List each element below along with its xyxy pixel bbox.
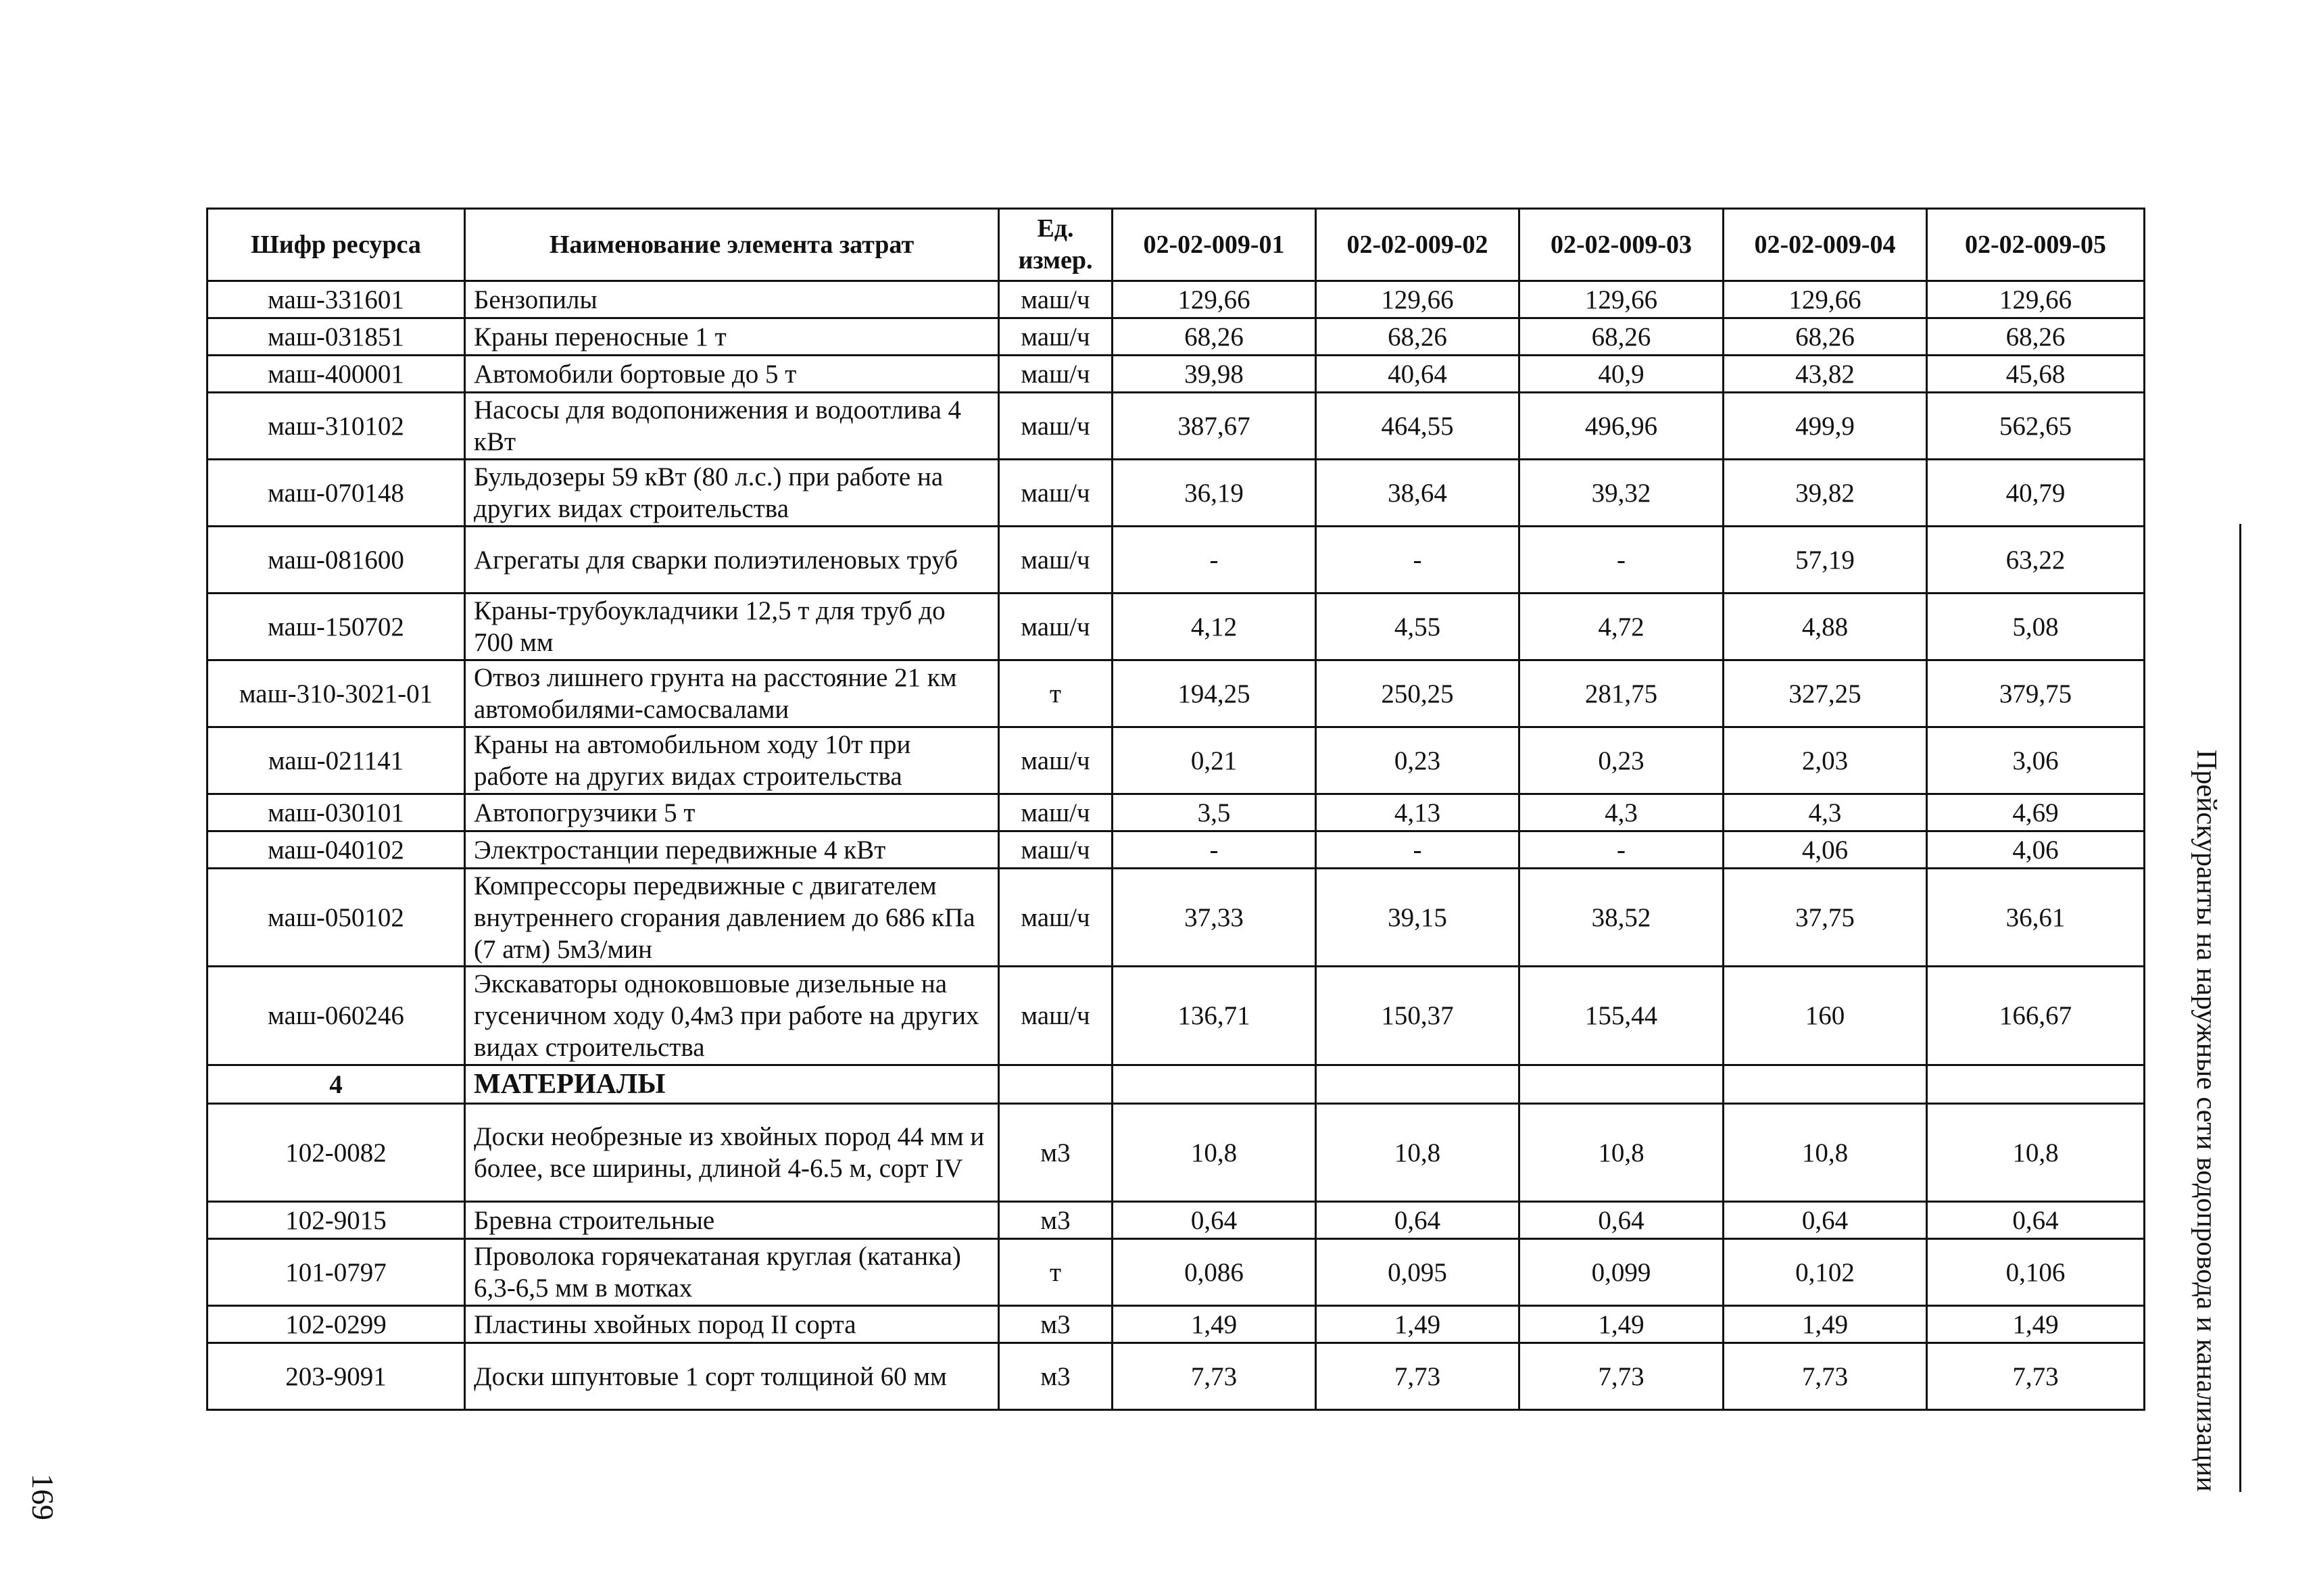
table-row — [208, 1104, 2145, 1202]
cell-value: 129,66 — [1724, 281, 1927, 318]
cell-unit: м3 — [999, 1202, 1113, 1239]
cell-value: 129,66 — [1519, 281, 1724, 318]
cell-value: 36,61 — [1927, 869, 2145, 967]
table-row — [208, 281, 2145, 318]
cell-value: 4,55 — [1316, 594, 1519, 660]
cell-value: 562,65 — [1927, 393, 2145, 460]
cell-value: 68,26 — [1927, 318, 2145, 356]
cell-name: Краны-трубоукладчики 12,5 т для труб до 700 мм — [465, 594, 999, 660]
cell-unit: маш/ч — [999, 318, 1113, 356]
cell-code: маш-310-3021-01 — [208, 660, 465, 727]
cell-value: 3,5 — [1113, 794, 1316, 831]
table-row — [208, 1343, 2145, 1410]
cell-code: 102-0082 — [208, 1104, 465, 1202]
cell-value: 1,49 — [1724, 1306, 1927, 1343]
cell-value: 5,08 — [1927, 594, 2145, 660]
cell-name: Автомобили бортовые до 5 т — [465, 356, 999, 393]
header-column: 02-02-009-03 — [1519, 209, 1724, 281]
cell-unit: маш/ч — [999, 393, 1113, 460]
cell-code: маш-040102 — [208, 831, 465, 869]
cell-value: 499,9 — [1724, 393, 1927, 460]
cell-name: Агрегаты для сварки полиэтиленовых труб — [465, 527, 999, 594]
cell-value: 327,25 — [1724, 660, 1927, 727]
cell-empty — [1519, 1065, 1724, 1104]
cell-name: Краны переносные 1 т — [465, 318, 999, 356]
side-running-title: Прейскуранты на наружные сети водопровода и канализации — [2191, 750, 2222, 1492]
cell-name: МАТЕРИАЛЫ — [465, 1065, 999, 1104]
cell-value: 68,26 — [1113, 318, 1316, 356]
cell-value: 129,66 — [1316, 281, 1519, 318]
cell-value: 0,23 — [1519, 727, 1724, 794]
header-column: 02-02-009-01 — [1113, 209, 1316, 281]
table-row — [208, 527, 2145, 594]
cell-code: маш-310102 — [208, 393, 465, 460]
header-column: 02-02-009-05 — [1927, 209, 2145, 281]
cell-value: 63,22 — [1927, 527, 2145, 594]
cell-code: 102-9015 — [208, 1202, 465, 1239]
cell-unit: маш/ч — [999, 727, 1113, 794]
cell-value: 10,8 — [1724, 1104, 1927, 1202]
cell-code: маш-400001 — [208, 356, 465, 393]
cell-code: маш-031851 — [208, 318, 465, 356]
table-row — [208, 967, 2145, 1065]
cell-unit: м3 — [999, 1104, 1113, 1202]
cell-value: 38,64 — [1316, 460, 1519, 527]
cell-empty — [1724, 1065, 1927, 1104]
cell-unit: маш/ч — [999, 527, 1113, 594]
cell-unit: маш/ч — [999, 794, 1113, 831]
cell-value: 0,099 — [1519, 1239, 1724, 1306]
cell-value: 1,49 — [1113, 1306, 1316, 1343]
cell-value: 43,82 — [1724, 356, 1927, 393]
header-column: 02-02-009-04 — [1724, 209, 1927, 281]
table-row — [208, 356, 2145, 393]
cell-code: 102-0299 — [208, 1306, 465, 1343]
cell-value: 281,75 — [1519, 660, 1724, 727]
cell-empty — [999, 1065, 1113, 1104]
cell-code: маш-070148 — [208, 460, 465, 527]
cell-empty — [1113, 1065, 1316, 1104]
cell-name: Краны на автомобильном ходу 10т при работе на других видах строительства — [465, 727, 999, 794]
cell-name: Автопогрузчики 5 т — [465, 794, 999, 831]
cell-empty — [1927, 1065, 2145, 1104]
cell-value: 136,71 — [1113, 967, 1316, 1065]
cell-value: 166,67 — [1927, 967, 2145, 1065]
cell-value: 0,64 — [1316, 1202, 1519, 1239]
cell-code: маш-050102 — [208, 869, 465, 967]
cell-value: 57,19 — [1724, 527, 1927, 594]
cell-name: Компрессоры передвижные с двигателем внутреннего сгорания давлением до 686 кПа (7 атм) 5м3/мин — [465, 869, 999, 967]
cell-unit: м3 — [999, 1306, 1113, 1343]
cell-value: 4,06 — [1927, 831, 2145, 869]
table-row — [208, 794, 2145, 831]
cell-value: - — [1519, 527, 1724, 594]
cell-code: маш-081600 — [208, 527, 465, 594]
cell-value: - — [1519, 831, 1724, 869]
cell-code: маш-150702 — [208, 594, 465, 660]
cell-value: 1,49 — [1316, 1306, 1519, 1343]
cell-value: 0,64 — [1113, 1202, 1316, 1239]
table-row — [208, 594, 2145, 660]
header-unit: Ед. измер. — [999, 209, 1113, 281]
cell-value: 7,73 — [1316, 1343, 1519, 1410]
cell-unit: м3 — [999, 1343, 1113, 1410]
cell-value: 160 — [1724, 967, 1927, 1065]
cell-value: 2,03 — [1724, 727, 1927, 794]
cell-value: 4,13 — [1316, 794, 1519, 831]
side-divider-line — [2239, 524, 2241, 1492]
cell-value: 40,9 — [1519, 356, 1724, 393]
cell-name: Проволока горячекатаная круглая (катанка) 6,3-6,5 мм в мотках — [465, 1239, 999, 1306]
cell-value: 150,37 — [1316, 967, 1519, 1065]
cell-code: маш-021141 — [208, 727, 465, 794]
cell-value: 38,52 — [1519, 869, 1724, 967]
cell-value: 39,98 — [1113, 356, 1316, 393]
cell-value: 496,96 — [1519, 393, 1724, 460]
cell-name: Электростанции передвижные 4 кВт — [465, 831, 999, 869]
table-row — [208, 727, 2145, 794]
cell-name: Бульдозеры 59 кВт (80 л.с.) при работе на других видах строительства — [465, 460, 999, 527]
table-row — [208, 1306, 2145, 1343]
table-row — [208, 318, 2145, 356]
table-body — [208, 281, 2145, 1410]
cell-value: 250,25 — [1316, 660, 1519, 727]
cell-value: 1,49 — [1519, 1306, 1724, 1343]
cell-value: - — [1316, 527, 1519, 594]
cell-unit: маш/ч — [999, 281, 1113, 318]
cell-value: 0,64 — [1519, 1202, 1724, 1239]
cell-value: 10,8 — [1113, 1104, 1316, 1202]
cell-value: 0,086 — [1113, 1239, 1316, 1306]
cell-value: 4,12 — [1113, 594, 1316, 660]
cell-name: Отвоз лишнего грунта на расстояние 21 км автомобилями-самосвалами — [465, 660, 999, 727]
cell-value: 4,3 — [1724, 794, 1927, 831]
cell-value: 36,19 — [1113, 460, 1316, 527]
cell-value: 7,73 — [1724, 1343, 1927, 1410]
cell-value: 10,8 — [1316, 1104, 1519, 1202]
cell-unit: маш/ч — [999, 967, 1113, 1065]
cell-value: 3,06 — [1927, 727, 2145, 794]
cell-value: 0,64 — [1927, 1202, 2145, 1239]
cell-value: 40,79 — [1927, 460, 2145, 527]
cell-unit: маш/ч — [999, 594, 1113, 660]
cell-unit: т — [999, 660, 1113, 727]
cell-value: 7,73 — [1927, 1343, 2145, 1410]
cell-value: 155,44 — [1519, 967, 1724, 1065]
cell-value: 0,106 — [1927, 1239, 2145, 1306]
cell-value: 4,69 — [1927, 794, 2145, 831]
table-row — [208, 831, 2145, 869]
cell-name: Доски шпунтовые 1 сорт толщиной 60 мм — [465, 1343, 999, 1410]
cell-value: 4,06 — [1724, 831, 1927, 869]
cell-code: 4 — [208, 1065, 465, 1104]
cell-name: Пластины хвойных пород II сорта — [465, 1306, 999, 1343]
table-row — [208, 660, 2145, 727]
cell-unit: маш/ч — [999, 831, 1113, 869]
cell-unit: маш/ч — [999, 460, 1113, 527]
cell-value: 1,49 — [1927, 1306, 2145, 1343]
cell-value: 45,68 — [1927, 356, 2145, 393]
cell-value: 0,095 — [1316, 1239, 1519, 1306]
table-row — [208, 1202, 2145, 1239]
cell-value: - — [1113, 527, 1316, 594]
cell-empty — [1316, 1065, 1519, 1104]
cell-unit: маш/ч — [999, 356, 1113, 393]
table-header — [208, 209, 2145, 281]
table-row — [208, 869, 2145, 967]
table-row — [208, 393, 2145, 460]
section-row — [208, 1065, 2145, 1104]
cell-code: маш-331601 — [208, 281, 465, 318]
table-row — [208, 1239, 2145, 1306]
cell-code: 203-9091 — [208, 1343, 465, 1410]
cell-code: маш-060246 — [208, 967, 465, 1065]
cell-value: 129,66 — [1927, 281, 2145, 318]
cell-name: Экскаваторы одноковшовые дизельные на гусеничном ходу 0,4м3 при работе на других видах строительства — [465, 967, 999, 1065]
cell-name: Бензопилы — [465, 281, 999, 318]
header-code: Шифр ресурса — [208, 209, 465, 281]
cell-unit: маш/ч — [999, 869, 1113, 967]
cell-name: Бревна строительные — [465, 1202, 999, 1239]
cell-value: 37,33 — [1113, 869, 1316, 967]
cell-value: - — [1113, 831, 1316, 869]
cell-value: 10,8 — [1927, 1104, 2145, 1202]
cell-value: 464,55 — [1316, 393, 1519, 460]
cell-value: 0,23 — [1316, 727, 1519, 794]
cell-value: 379,75 — [1927, 660, 2145, 727]
cell-value: 0,102 — [1724, 1239, 1927, 1306]
resource-cost-table — [206, 208, 2145, 1411]
cell-value: 39,15 — [1316, 869, 1519, 967]
cell-value: 39,82 — [1724, 460, 1927, 527]
cell-value: 0,21 — [1113, 727, 1316, 794]
cell-value: 194,25 — [1113, 660, 1316, 727]
cell-value: 4,72 — [1519, 594, 1724, 660]
cell-name: Доски необрезные из хвойных пород 44 мм и более, все ширины, длиной 4-6.5 м, сорт IV — [465, 1104, 999, 1202]
cell-value: 37,75 — [1724, 869, 1927, 967]
cell-value: 68,26 — [1316, 318, 1519, 356]
cell-value: - — [1316, 831, 1519, 869]
cell-value: 68,26 — [1519, 318, 1724, 356]
table-row — [208, 460, 2145, 527]
cell-value: 39,32 — [1519, 460, 1724, 527]
cell-value: 129,66 — [1113, 281, 1316, 318]
cell-value: 10,8 — [1519, 1104, 1724, 1202]
cell-value: 0,64 — [1724, 1202, 1927, 1239]
cell-code: маш-030101 — [208, 794, 465, 831]
cell-value: 7,73 — [1113, 1343, 1316, 1410]
cell-value: 387,67 — [1113, 393, 1316, 460]
header-name: Наименование элемента затрат — [465, 209, 999, 281]
cell-value: 40,64 — [1316, 356, 1519, 393]
cell-value: 7,73 — [1519, 1343, 1724, 1410]
header-row — [208, 209, 2145, 281]
header-column: 02-02-009-02 — [1316, 209, 1519, 281]
cell-code: 101-0797 — [208, 1239, 465, 1306]
cell-value: 4,3 — [1519, 794, 1724, 831]
cell-name: Насосы для водопонижения и водоотлива 4 кВт — [465, 393, 999, 460]
page-number: 169 — [26, 1474, 60, 1520]
cell-value: 4,88 — [1724, 594, 1927, 660]
cell-value: 68,26 — [1724, 318, 1927, 356]
cell-unit: т — [999, 1239, 1113, 1306]
